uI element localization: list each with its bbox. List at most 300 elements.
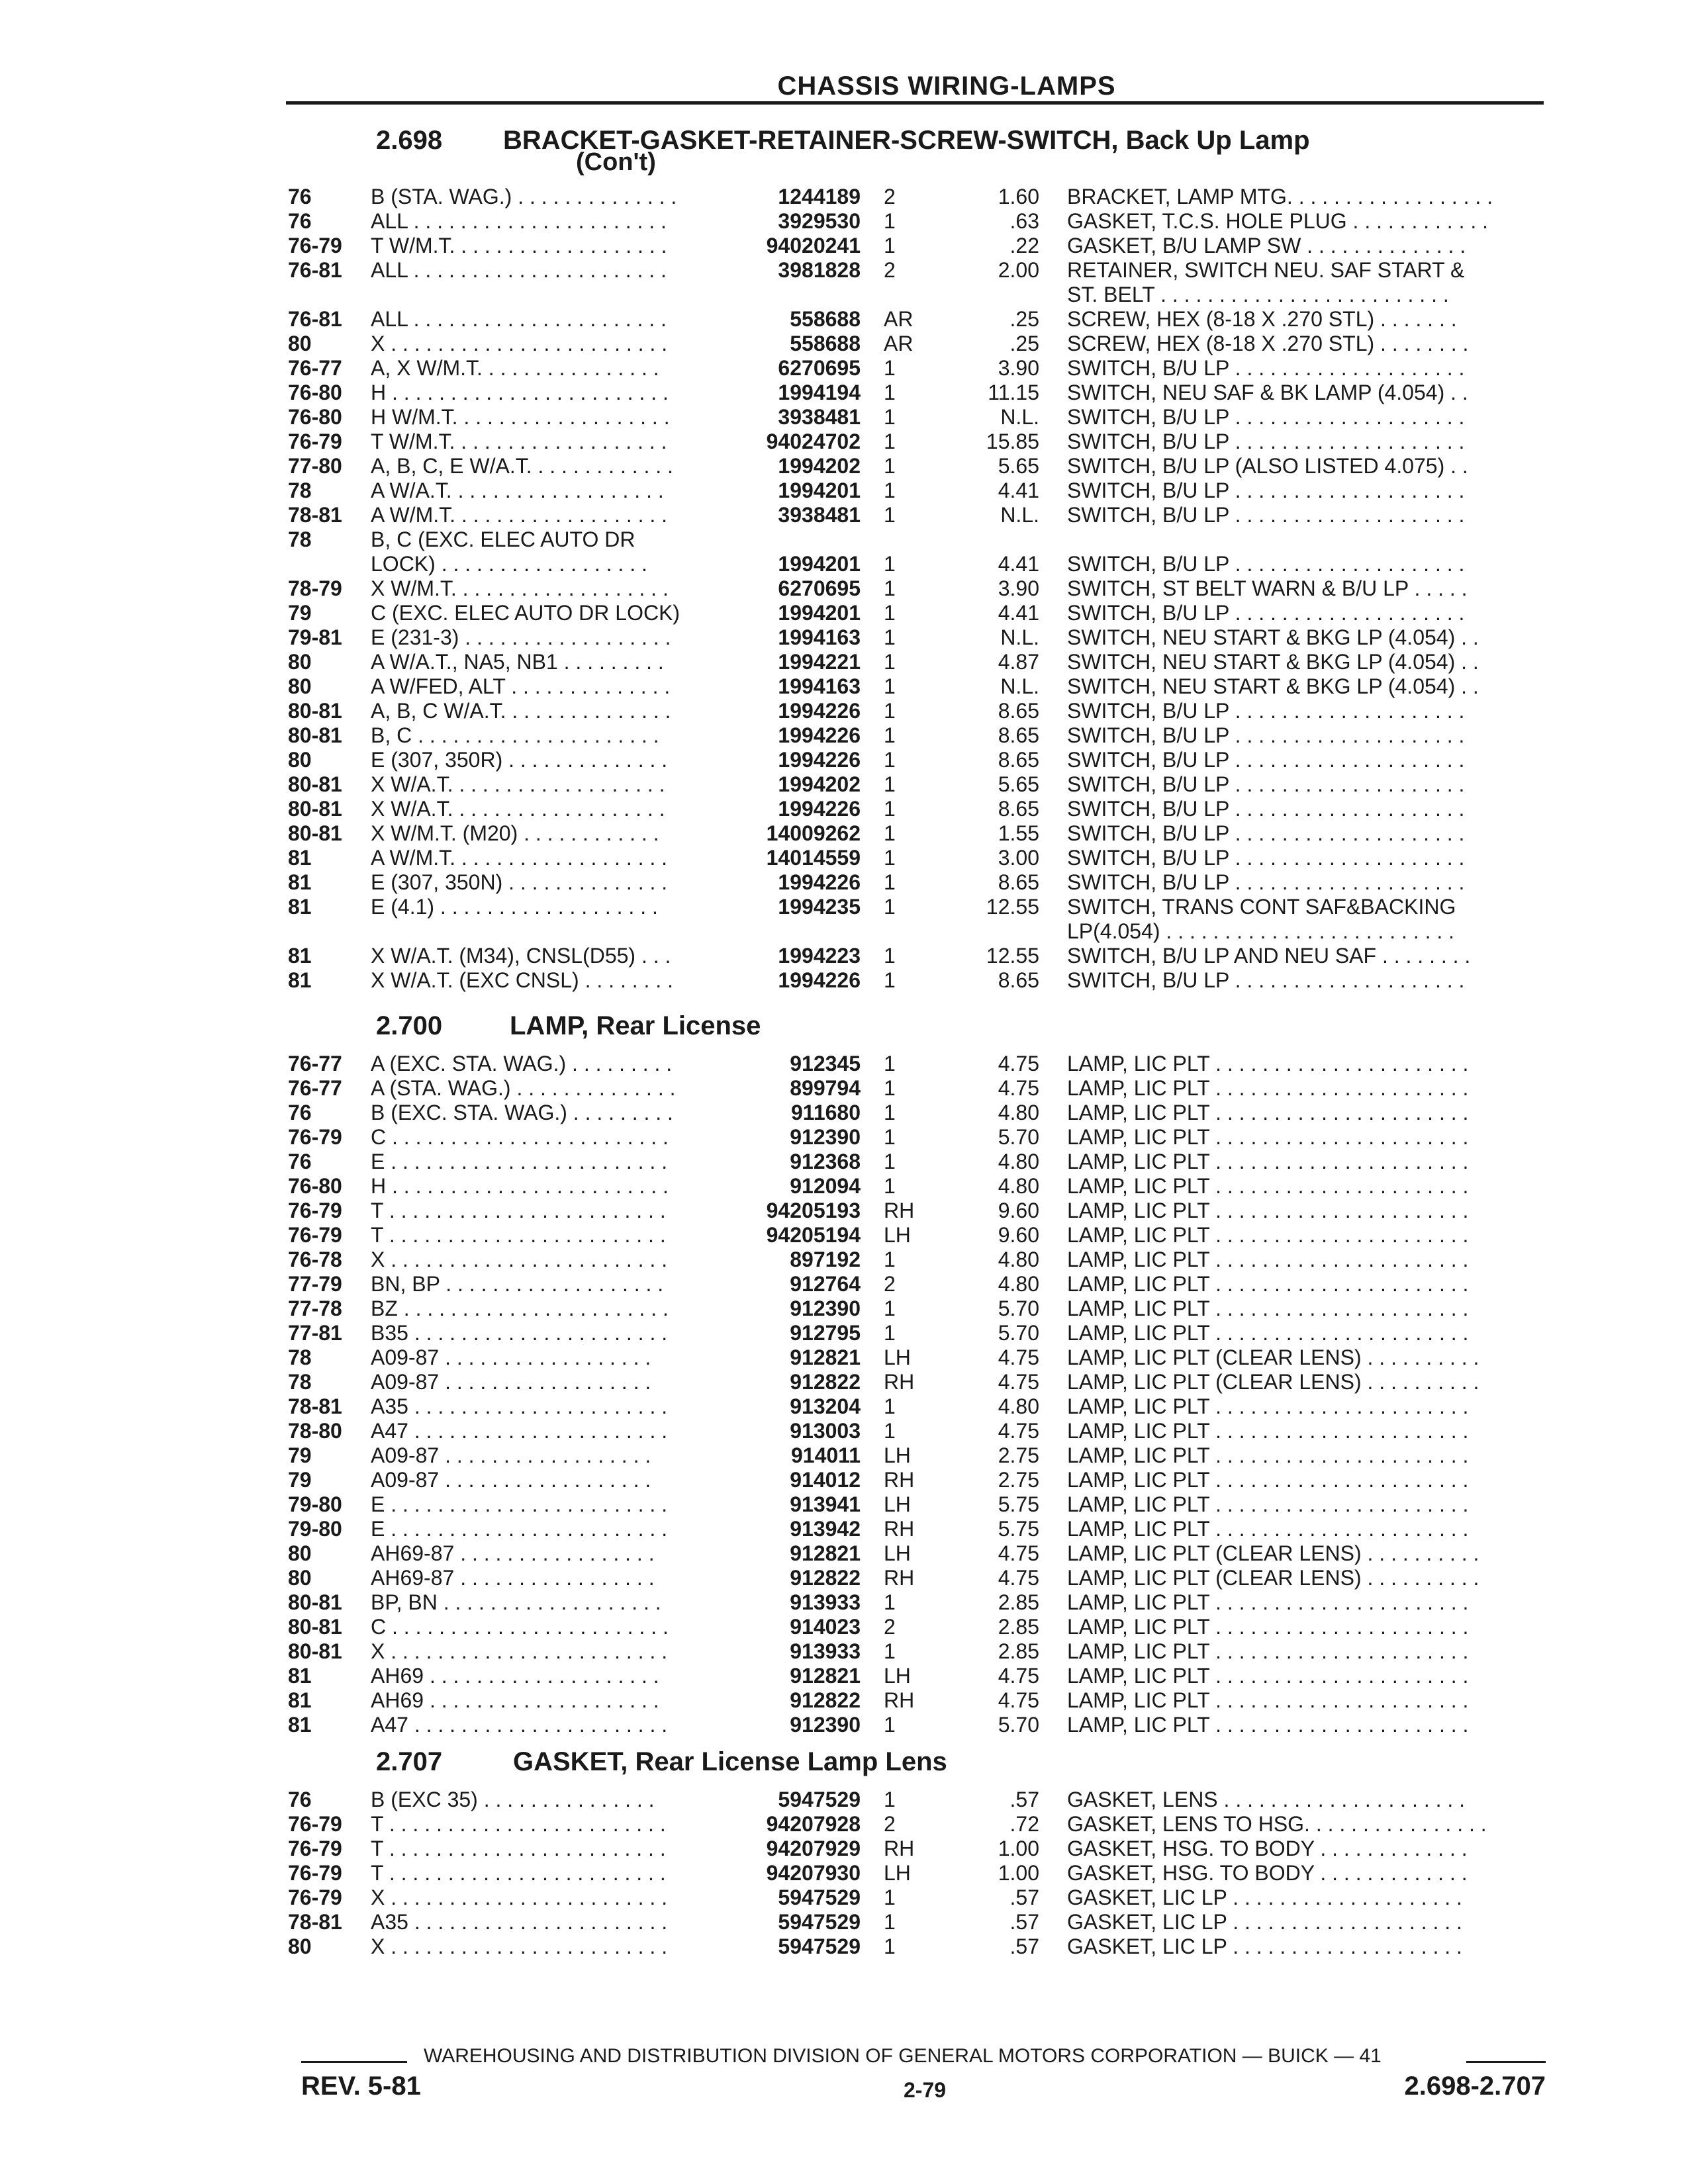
table-row: [0, 845, 1688, 870]
table-row: [0, 1712, 1688, 1737]
part-name: LAMP, LIC PLT . . . . . . . . . . . . . . . . . . . . . .: [1067, 1443, 1469, 1467]
part-name: SWITCH, B/U LP . . . . . . . . . . . . . . . . . . . .: [1067, 797, 1465, 821]
list-price: 4.41: [998, 601, 1039, 625]
table-row: [0, 233, 1688, 258]
table-row: [0, 257, 1688, 283]
part-number: 558688: [790, 332, 861, 355]
application-description: AH69 . . . . . . . . . . . . . . . . . . . .: [371, 1688, 659, 1712]
part-number: 94207930: [766, 1861, 861, 1885]
part-name: GASKET, LIC LP . . . . . . . . . . . . . . . . . . . .: [1067, 1886, 1462, 1909]
application-description: T . . . . . . . . . . . . . . . . . . . . . . . .: [371, 1861, 666, 1885]
part-number: 1994201: [778, 478, 861, 502]
part-number: 3981828: [778, 258, 861, 282]
model-year: 80: [288, 674, 312, 698]
quantity: 1: [884, 1150, 896, 1173]
part-name: LAMP, LIC PLT . . . . . . . . . . . . . . . . . . . . . .: [1067, 1590, 1469, 1614]
part-number: 1994226: [778, 797, 861, 821]
model-year: 81: [288, 895, 312, 919]
part-name: SWITCH, B/U LP . . . . . . . . . . . . . . . . . . . .: [1067, 478, 1465, 502]
part-number: 913933: [790, 1590, 861, 1614]
model-year: 81: [288, 846, 312, 870]
quantity: 1: [884, 1101, 896, 1124]
quantity: 1: [884, 1590, 896, 1614]
table-row: [0, 1492, 1688, 1517]
quantity: RH: [884, 1566, 915, 1590]
footer-division-line: WAREHOUSING AND DISTRIBUTION DIVISION OF GENERAL MOTORS CORPORATION — BUICK — 41: [424, 2045, 1382, 2067]
part-name: LAMP, LIC PLT (CLEAR LENS) . . . . . . . . . .: [1067, 1541, 1479, 1565]
table-row: [0, 1198, 1688, 1223]
table-row: [0, 796, 1688, 821]
quantity: LH: [884, 1223, 911, 1247]
part-name: LAMP, LIC PLT . . . . . . . . . . . . . . . . . . . . . .: [1067, 1174, 1469, 1198]
table-row: [0, 968, 1688, 993]
list-price: 4.41: [998, 552, 1039, 576]
part-number: 1994201: [778, 601, 861, 625]
table-row: [0, 919, 1688, 944]
part-number: 897192: [790, 1248, 861, 1271]
part-name: SWITCH, B/U LP AND NEU SAF . . . . . . . .: [1067, 944, 1471, 968]
quantity: 2: [884, 258, 896, 282]
quantity: 1: [884, 1248, 896, 1271]
part-number: 3938481: [778, 503, 861, 527]
application-description: E (4.1) . . . . . . . . . . . . . . . . . . .: [371, 895, 658, 919]
application-description: LOCK) . . . . . . . . . . . . . . . . . .: [371, 552, 647, 576]
part-name: SWITCH, B/U LP . . . . . . . . . . . . . . . . . . . .: [1067, 723, 1465, 747]
part-name: ST. BELT . . . . . . . . . . . . . . . . . . . . . . . . .: [1067, 283, 1449, 306]
list-price: 5.70: [998, 1713, 1039, 1737]
table-row: [0, 894, 1688, 919]
list-price: 3.90: [998, 356, 1039, 380]
list-price: 8.65: [998, 968, 1039, 992]
application-description: X . . . . . . . . . . . . . . . . . . . . . . . .: [371, 1248, 668, 1271]
table-row: [0, 184, 1688, 209]
part-name: LAMP, LIC PLT . . . . . . . . . . . . . . . . . . . . . .: [1067, 1125, 1469, 1149]
part-number: 913933: [790, 1639, 861, 1663]
application-description: X . . . . . . . . . . . . . . . . . . . . . . . .: [371, 1934, 668, 1958]
list-price: 15.85: [986, 430, 1039, 453]
table-row: [0, 429, 1688, 454]
application-description: A09-87 . . . . . . . . . . . . . . . . . .: [371, 1443, 651, 1467]
table-row: [0, 404, 1688, 430]
part-number: 912821: [790, 1345, 861, 1369]
section-number: 2.700: [376, 1011, 443, 1040]
part-number: 5947529: [778, 1886, 861, 1909]
quantity: 1: [884, 1639, 896, 1663]
application-description: E . . . . . . . . . . . . . . . . . . . . . . . .: [371, 1517, 668, 1541]
footer-revision: REV. 5-81: [301, 2071, 421, 2101]
part-number: 1994226: [778, 870, 861, 894]
model-year: 80-81: [288, 772, 342, 796]
application-description: A47 . . . . . . . . . . . . . . . . . . . . . .: [371, 1419, 668, 1443]
table-row: [0, 747, 1688, 772]
part-name: SWITCH, B/U LP . . . . . . . . . . . . . . . . . . . .: [1067, 846, 1465, 870]
model-year: 81: [288, 968, 312, 992]
model-year: 78: [288, 527, 312, 551]
quantity: RH: [884, 1688, 915, 1712]
model-year: 76-79: [288, 1886, 342, 1909]
model-year: 78-79: [288, 576, 342, 600]
list-price: 5.70: [998, 1125, 1039, 1149]
part-name: SWITCH, B/U LP . . . . . . . . . . . . . . . . . . . .: [1067, 772, 1465, 796]
table-row: [0, 380, 1688, 405]
list-price: 4.75: [998, 1688, 1039, 1712]
quantity: 1: [884, 234, 896, 257]
part-name: SWITCH, B/U LP . . . . . . . . . . . . . . . . . . . .: [1067, 870, 1465, 894]
part-number: 912390: [790, 1297, 861, 1320]
quantity: 1: [884, 552, 896, 576]
quantity: 1: [884, 209, 896, 233]
quantity: RH: [884, 1468, 915, 1492]
list-price: 8.65: [998, 748, 1039, 772]
model-year: 80-81: [288, 723, 342, 747]
model-year: 81: [288, 1713, 312, 1737]
quantity: RH: [884, 1370, 915, 1394]
table-row: [0, 1934, 1688, 1959]
part-name: LAMP, LIC PLT . . . . . . . . . . . . . . . . . . . . . .: [1067, 1223, 1469, 1247]
list-price: 4.75: [998, 1664, 1039, 1688]
part-name: GASKET, LIC LP . . . . . . . . . . . . . . . . . . . .: [1067, 1934, 1462, 1958]
section-title: GASKET, Rear License Lamp Lens: [513, 1747, 947, 1776]
quantity: 1: [884, 1052, 896, 1075]
model-year: 78-81: [288, 1910, 342, 1934]
part-name: LAMP, LIC PLT . . . . . . . . . . . . . . . . . . . . . .: [1067, 1076, 1469, 1100]
application-description: A (EXC. STA. WAG.) . . . . . . . . .: [371, 1052, 673, 1075]
application-description: A W/A.T., NA5, NB1 . . . . . . . . .: [371, 650, 664, 674]
application-description: A35 . . . . . . . . . . . . . . . . . . . . . .: [371, 1910, 668, 1934]
part-number: 913941: [790, 1492, 861, 1516]
application-description: BP, BN . . . . . . . . . . . . . . . . . . .: [371, 1590, 661, 1614]
part-name: LAMP, LIC PLT . . . . . . . . . . . . . . . . . . . . . .: [1067, 1052, 1469, 1075]
table-row: [0, 1836, 1688, 1861]
table-row: [0, 1909, 1688, 1934]
quantity: 1: [884, 870, 896, 894]
table-row: [0, 625, 1688, 650]
model-year: 80: [288, 650, 312, 674]
model-year: 76-79: [288, 1199, 342, 1222]
part-number: 914012: [790, 1468, 861, 1492]
part-name: LAMP, LIC PLT . . . . . . . . . . . . . . . . . . . . . .: [1067, 1101, 1469, 1124]
list-price: 2.75: [998, 1468, 1039, 1492]
application-description: A, B, C W/A.T. . . . . . . . . . . . . . .: [371, 699, 671, 723]
list-price: N.L.: [1000, 503, 1039, 527]
table-row: [0, 1247, 1688, 1272]
part-name: SWITCH, B/U LP (ALSO LISTED 4.075) . .: [1067, 454, 1468, 478]
list-price: 2.75: [998, 1443, 1039, 1467]
part-name: LAMP, LIC PLT . . . . . . . . . . . . . . . . . . . . . .: [1067, 1639, 1469, 1663]
model-year: 80-81: [288, 699, 342, 723]
part-name: SWITCH, B/U LP . . . . . . . . . . . . . . . . . . . .: [1067, 356, 1465, 380]
list-price: .57: [1009, 1788, 1039, 1811]
quantity: LH: [884, 1541, 911, 1565]
part-name: SWITCH, B/U LP . . . . . . . . . . . . . . . . . . . .: [1067, 601, 1465, 625]
application-description: A47 . . . . . . . . . . . . . . . . . . . . . .: [371, 1713, 668, 1737]
part-number: 3929530: [778, 209, 861, 233]
list-price: 4.87: [998, 650, 1039, 674]
part-name: LAMP, LIC PLT (CLEAR LENS) . . . . . . . . . .: [1067, 1566, 1479, 1590]
application-description: X W/A.T. . . . . . . . . . . . . . . . . . .: [371, 797, 665, 821]
application-description: AH69 . . . . . . . . . . . . . . . . . . . .: [371, 1664, 659, 1688]
model-year: 80: [288, 1934, 312, 1958]
model-year: 76-79: [288, 1223, 342, 1247]
part-name: SWITCH, B/U LP . . . . . . . . . . . . . . . . . . . .: [1067, 552, 1465, 576]
list-price: 2.85: [998, 1615, 1039, 1639]
application-description: A W/A.T. . . . . . . . . . . . . . . . . . .: [371, 478, 664, 502]
application-description: AH69-87 . . . . . . . . . . . . . . . . .: [371, 1566, 655, 1590]
part-name: GASKET, T.C.S. HOLE PLUG . . . . . . . . . . . .: [1067, 209, 1489, 233]
part-number: 912822: [790, 1370, 861, 1394]
part-name: SWITCH, B/U LP . . . . . . . . . . . . . . . . . . . .: [1067, 748, 1465, 772]
section-title: LAMP, Rear License: [510, 1011, 761, 1040]
quantity: 1: [884, 821, 896, 845]
quantity: 1: [884, 1394, 896, 1418]
part-number: 94024702: [766, 430, 861, 453]
application-description: E . . . . . . . . . . . . . . . . . . . . . . . .: [371, 1150, 668, 1173]
list-price: 2.85: [998, 1590, 1039, 1614]
quantity: 1: [884, 650, 896, 674]
table-row: [0, 478, 1688, 503]
part-name: SCREW, HEX (8-18 X .270 STL) . . . . . . .: [1067, 307, 1457, 331]
model-year: 76-81: [288, 258, 342, 282]
model-year: 76-80: [288, 1174, 342, 1198]
quantity: LH: [884, 1492, 911, 1516]
table-row: [0, 674, 1688, 699]
quantity: 1: [884, 699, 896, 723]
table-row: [0, 551, 1688, 576]
table-row: [0, 1885, 1688, 1910]
list-price: 4.80: [998, 1174, 1039, 1198]
part-name: LAMP, LIC PLT . . . . . . . . . . . . . . . . . . . . . .: [1067, 1492, 1469, 1516]
list-price: 8.65: [998, 870, 1039, 894]
application-description: X W/A.T. (M34), CNSL(D55) . . .: [371, 944, 671, 968]
part-number: 912795: [790, 1321, 861, 1345]
part-number: 912390: [790, 1713, 861, 1737]
model-year: 79-80: [288, 1517, 342, 1541]
part-name: SWITCH, ST BELT WARN & B/U LP . . . . .: [1067, 576, 1468, 600]
list-price: N.L.: [1000, 674, 1039, 698]
table-row: [0, 1787, 1688, 1812]
part-name: LAMP, LIC PLT . . . . . . . . . . . . . . . . . . . . . .: [1067, 1688, 1469, 1712]
list-price: 3.90: [998, 576, 1039, 600]
model-year: 80: [288, 332, 312, 355]
model-year: 76-79: [288, 1837, 342, 1860]
part-name: SWITCH, B/U LP . . . . . . . . . . . . . . . . . . . .: [1067, 503, 1465, 527]
list-price: 9.60: [998, 1199, 1039, 1222]
table-row: [0, 306, 1688, 332]
part-number: 94205194: [766, 1223, 861, 1247]
model-year: 76-79: [288, 1125, 342, 1149]
table-row: [0, 723, 1688, 748]
footer-section-range: 2.698-2.707: [1404, 2071, 1546, 2101]
application-description: T . . . . . . . . . . . . . . . . . . . . . . . .: [371, 1812, 666, 1836]
model-year: 76-81: [288, 307, 342, 331]
table-row: [0, 1541, 1688, 1566]
part-name: RETAINER, SWITCH NEU. SAF START &: [1067, 258, 1465, 282]
application-description: B, C . . . . . . . . . . . . . . . . . . . . .: [371, 723, 659, 747]
part-name: LAMP, LIC PLT . . . . . . . . . . . . . . . . . . . . . .: [1067, 1419, 1469, 1443]
part-number: 913003: [790, 1419, 861, 1443]
table-row: [0, 772, 1688, 797]
table-row: [0, 698, 1688, 723]
application-description: A, B, C, E W/A.T. . . . . . . . . . . . .: [371, 454, 673, 478]
part-number: 5947529: [778, 1934, 861, 1958]
part-number: 14014559: [766, 846, 861, 870]
part-name: LAMP, LIC PLT . . . . . . . . . . . . . . . . . . . . . .: [1067, 1468, 1469, 1492]
part-name: GASKET, LENS . . . . . . . . . . . . . . . . . . . . .: [1067, 1788, 1466, 1811]
part-number: 1244189: [778, 185, 861, 208]
application-description: E (231-3) . . . . . . . . . . . . . . . . . .: [371, 625, 671, 649]
model-year: 80: [288, 1541, 312, 1565]
application-description: BZ . . . . . . . . . . . . . . . . . . . . . . .: [371, 1297, 669, 1320]
model-year: 79: [288, 1443, 312, 1467]
part-name: LAMP, LIC PLT . . . . . . . . . . . . . . . . . . . . . .: [1067, 1297, 1469, 1320]
list-price: 4.75: [998, 1052, 1039, 1075]
table-row: [0, 282, 1688, 307]
application-description: B (STA. WAG.) . . . . . . . . . . . . . .: [371, 185, 677, 208]
model-year: 81: [288, 944, 312, 968]
part-number: 1994163: [778, 674, 861, 698]
model-year: 77-79: [288, 1272, 342, 1296]
application-description: ALL . . . . . . . . . . . . . . . . . . . . . .: [371, 258, 667, 282]
table-row: [0, 1663, 1688, 1688]
quantity: 1: [884, 895, 896, 919]
part-number: 3938481: [778, 405, 861, 429]
list-price: 1.60: [998, 185, 1039, 208]
application-description: X W/A.T. (EXC CNSL) . . . . . . . .: [371, 968, 673, 992]
table-row: [0, 1860, 1688, 1886]
list-price: 4.80: [998, 1248, 1039, 1271]
application-description: T . . . . . . . . . . . . . . . . . . . . . . . .: [371, 1223, 666, 1247]
quantity: 1: [884, 1419, 896, 1443]
table-row: [0, 870, 1688, 895]
quantity: AR: [884, 332, 914, 355]
list-price: 9.60: [998, 1223, 1039, 1247]
quantity: LH: [884, 1664, 911, 1688]
quantity: 1: [884, 454, 896, 478]
application-description: H . . . . . . . . . . . . . . . . . . . . . . . .: [371, 381, 669, 404]
list-price: .57: [1009, 1910, 1039, 1934]
list-price: .57: [1009, 1886, 1039, 1909]
part-number: 912764: [790, 1272, 861, 1296]
model-year: 79-80: [288, 1492, 342, 1516]
part-name: BRACKET, LAMP MTG. . . . . . . . . . . . . . . . . .: [1067, 185, 1493, 208]
application-description: A W/FED, ALT . . . . . . . . . . . . . .: [371, 674, 671, 698]
quantity: 1: [884, 625, 896, 649]
list-price: 8.65: [998, 699, 1039, 723]
list-price: 12.55: [986, 895, 1039, 919]
model-year: 78: [288, 1370, 312, 1394]
table-row: [0, 821, 1688, 846]
application-description: H W/M.T. . . . . . . . . . . . . . . . . . .: [371, 405, 670, 429]
table-row: [0, 208, 1688, 234]
application-description: T . . . . . . . . . . . . . . . . . . . . . . . .: [371, 1837, 666, 1860]
table-row: [0, 1590, 1688, 1615]
quantity: 1: [884, 356, 896, 380]
model-year: 77-81: [288, 1321, 342, 1345]
part-name: LAMP, LIC PLT . . . . . . . . . . . . . . . . . . . . . .: [1067, 1664, 1469, 1688]
model-year: 81: [288, 1664, 312, 1688]
application-description: X W/M.T. (M20) . . . . . . . . . . . .: [371, 821, 659, 845]
list-price: 4.80: [998, 1394, 1039, 1418]
model-year: 80: [288, 748, 312, 772]
model-year: 77-80: [288, 454, 342, 478]
application-description: A09-87 . . . . . . . . . . . . . . . . . .: [371, 1345, 651, 1369]
table-row: [0, 1124, 1688, 1150]
list-price: 4.41: [998, 478, 1039, 502]
part-number: 1994202: [778, 454, 861, 478]
quantity: 1: [884, 1788, 896, 1811]
list-price: 4.75: [998, 1541, 1039, 1565]
footer-rule: [1466, 2061, 1546, 2063]
table-row: [0, 576, 1688, 601]
part-name: SWITCH, NEU START & BKG LP (4.054) . .: [1067, 625, 1479, 649]
part-name: SWITCH, NEU SAF & BK LAMP (4.054) . .: [1067, 381, 1468, 404]
application-description: AH69-87 . . . . . . . . . . . . . . . . .: [371, 1541, 655, 1565]
quantity: RH: [884, 1837, 915, 1860]
list-price: 5.70: [998, 1321, 1039, 1345]
part-number: 912821: [790, 1664, 861, 1688]
list-price: 4.75: [998, 1345, 1039, 1369]
part-name: SWITCH, TRANS CONT SAF&BACKING: [1067, 895, 1456, 919]
application-description: B (EXC. STA. WAG.) . . . . . . . . .: [371, 1101, 673, 1124]
part-number: 912822: [790, 1566, 861, 1590]
part-number: 1994226: [778, 748, 861, 772]
page-header-title: CHASSIS WIRING-LAMPS: [777, 71, 1116, 101]
model-year: 76-80: [288, 381, 342, 404]
part-name: GASKET, B/U LAMP SW . . . . . . . . . . . . . .: [1067, 234, 1466, 257]
quantity: 1: [884, 503, 896, 527]
part-name: LAMP, LIC PLT . . . . . . . . . . . . . . . . . . . . . .: [1067, 1272, 1469, 1296]
list-price: .63: [1009, 209, 1039, 233]
application-description: B, C (EXC. ELEC AUTO DR: [371, 527, 635, 551]
list-price: 4.75: [998, 1566, 1039, 1590]
model-year: 80-81: [288, 821, 342, 845]
part-name: LAMP, LIC PLT . . . . . . . . . . . . . . . . . . . . . .: [1067, 1248, 1469, 1271]
table-row: [0, 1394, 1688, 1419]
list-price: 2.85: [998, 1639, 1039, 1663]
application-description: A (STA. WAG.) . . . . . . . . . . . . . .: [371, 1076, 676, 1100]
quantity: 1: [884, 1886, 896, 1909]
part-name: LAMP, LIC PLT . . . . . . . . . . . . . . . . . . . . . .: [1067, 1321, 1469, 1345]
part-number: 558688: [790, 307, 861, 331]
table-row: [0, 600, 1688, 625]
table-row: [0, 1614, 1688, 1639]
section-title: BRACKET-GASKET-RETAINER-SCREW-SWITCH, Back Up Lamp: [503, 126, 1310, 155]
model-year: 80-81: [288, 797, 342, 821]
application-description: E (307, 350N) . . . . . . . . . . . . . .: [371, 870, 668, 894]
quantity: 1: [884, 1076, 896, 1100]
table-row: [0, 527, 1688, 552]
part-number: 912094: [790, 1174, 861, 1198]
list-price: 1.00: [998, 1837, 1039, 1860]
quantity: 1: [884, 674, 896, 698]
application-description: A, X W/M.T. . . . . . . . . . . . . . . .: [371, 356, 659, 380]
list-price: N.L.: [1000, 625, 1039, 649]
quantity: 1: [884, 1934, 896, 1958]
quantity: 1: [884, 944, 896, 968]
model-year: 76-77: [288, 356, 342, 380]
part-name: SCREW, HEX (8-18 X .270 STL) . . . . . . . .: [1067, 332, 1469, 355]
model-year: 77-78: [288, 1297, 342, 1320]
application-description: ALL . . . . . . . . . . . . . . . . . . . . . .: [371, 307, 667, 331]
part-number: 1994202: [778, 772, 861, 796]
section-continued-label: (Con't): [576, 148, 656, 176]
list-price: 5.65: [998, 454, 1039, 478]
model-year: 76: [288, 1788, 312, 1811]
part-number: 6270695: [778, 356, 861, 380]
model-year: 78-81: [288, 503, 342, 527]
application-description: A09-87 . . . . . . . . . . . . . . . . . .: [371, 1370, 651, 1394]
quantity: 1: [884, 968, 896, 992]
